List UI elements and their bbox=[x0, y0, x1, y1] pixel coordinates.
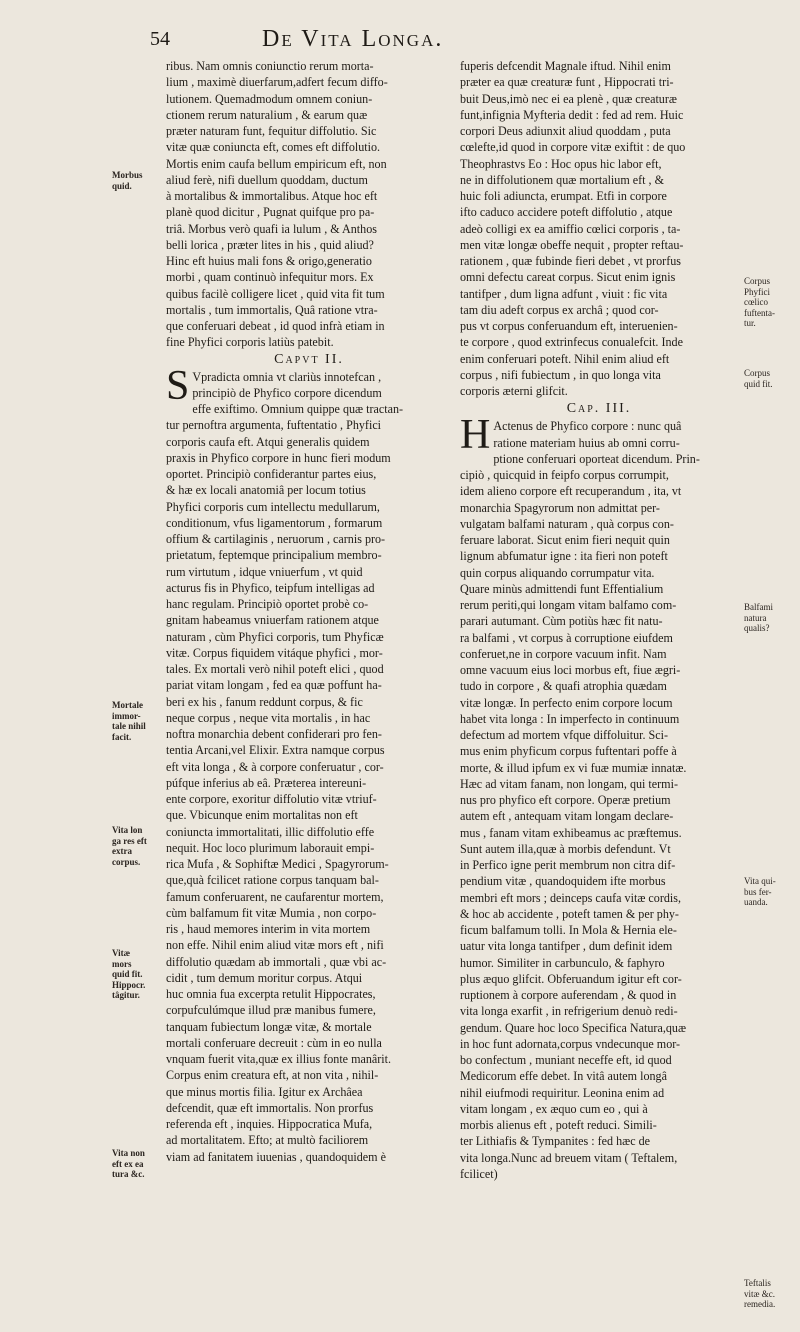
margin-note bbox=[744, 276, 798, 329]
text-line: rica Mufa , & Sophiftæ Medici , Spagyrorum- bbox=[166, 857, 389, 871]
left-paragraph-2 bbox=[166, 362, 452, 1165]
text-line: noftra monarchia debent confiderari pro fen- bbox=[166, 727, 382, 741]
margin-note bbox=[744, 1278, 798, 1310]
text-line: parari autumant. Cùm potiùs hæc fit natu- bbox=[460, 614, 663, 629]
margin-note-line: Vitæ bbox=[112, 948, 131, 958]
margin-note-line: Morbus bbox=[112, 170, 143, 180]
margin-note bbox=[112, 1148, 164, 1180]
running-title: De Vita Longa. bbox=[262, 26, 444, 52]
text-line: te corpore , quod extrinfecus conualefcit. Inde bbox=[460, 335, 683, 350]
text-line: vitam longam , ex æquo cum eo , qui à bbox=[460, 1101, 648, 1116]
margin-note-line: quid. bbox=[112, 180, 132, 191]
text-line: prietatum, feptemque principalium membro- bbox=[166, 548, 382, 563]
margin-note-line: corpus. bbox=[112, 856, 141, 867]
text-line: morte, & illud ipfum ex vi fuæ mumiæ innatæ. bbox=[460, 760, 687, 775]
text-line: vnquam fuerit vita,quæ ex illius fonte manârit. bbox=[166, 1052, 392, 1066]
margin-note bbox=[112, 948, 164, 1001]
text-line: humor. Similiter in carbunculo, & faphyro bbox=[460, 955, 665, 970]
text-line: mus enim phyficum corpus fuftentari poffe à bbox=[460, 744, 677, 759]
text-line: cidit , tum demum moritur corpus. Atqui bbox=[166, 970, 363, 985]
text-line: belli lorica , præter lites in his , quid aliud? bbox=[166, 237, 374, 252]
text-line: mortalis , tum immortalis, Quâ ratione vtra- bbox=[166, 302, 378, 317]
text-line: púfque inferius ab eâ. Præterea intereuni- bbox=[166, 775, 367, 790]
drop-cap-h: H bbox=[460, 412, 491, 459]
text-line: huc omnia fua excerpta retulit Hippocrates, bbox=[166, 987, 376, 1001]
text-line: & hoc ab accidente , poteft tamen & per phy- bbox=[460, 906, 679, 921]
text-line: tudo in corpore , & quafi atrophia quædam bbox=[460, 679, 667, 694]
text-line: ris , haud memores interim in vita mortem bbox=[166, 922, 371, 936]
text-line: ficum balfamum tolli. In Mola & Hernia ele- bbox=[460, 923, 677, 937]
paragraph-body bbox=[460, 451, 738, 1182]
text-line: vitæ longæ. In perfecto enim corpore locum bbox=[460, 695, 673, 710]
margin-note bbox=[112, 170, 164, 191]
paragraph-body bbox=[166, 401, 452, 1165]
text-line: vulgatam balfami naturam , quà corpus con- bbox=[460, 516, 674, 531]
margin-note-line: Teftalis bbox=[744, 1278, 771, 1288]
text-line: que. Vbicunque enim mortalitas non eft bbox=[166, 808, 358, 823]
text-line: Theophrastvs Eo : Hoc opus hic labor eft, bbox=[460, 156, 662, 171]
text-line: corpori Deus adiunxit aliud quoddam , puta bbox=[460, 124, 671, 138]
text-line: lutionem. Quemadmodum omnem coniun- bbox=[166, 91, 373, 106]
margin-note-line: Vita qui- bbox=[744, 876, 776, 886]
margin-note-line: uanda. bbox=[744, 897, 768, 907]
text-line: ente corpore, exoritur diffolutio vitæ vtriuf- bbox=[166, 792, 377, 806]
left-paragraph-1 bbox=[166, 58, 452, 351]
text-line: plus æquo glifcit. Obferuandum igitur eft cor- bbox=[460, 971, 682, 986]
text-line: uatur vita longa tantifper , dum definit idem bbox=[460, 939, 673, 954]
text-line: Medicorum effe debet. In vitâ autem longâ bbox=[460, 1069, 667, 1084]
text-line: corpufculúmque illud præ manibus fumere, bbox=[166, 1003, 376, 1018]
text-line: gendum. Quare hoc loco Specifica Natura,quæ bbox=[460, 1020, 687, 1035]
right-paragraph-2 bbox=[460, 412, 738, 1182]
text-line: men vitæ longæ obeffe nequit , propter reftau- bbox=[460, 237, 684, 252]
text-line: corporis æterni glifcit. bbox=[460, 384, 568, 398]
text-line: omni defectu careat corpus. Sicut enim ignis bbox=[460, 270, 676, 285]
text-line: quin corpus aliquando corrumpatur vita. bbox=[460, 565, 655, 580]
text-line: ra balfami , vt corpus à corruptione eiufdem bbox=[460, 630, 673, 645]
text-line: ifto caduco accidere poteft diffolutio , atque bbox=[460, 205, 673, 220]
margin-note-line: natura bbox=[744, 612, 767, 623]
text-line: rationem , quæ fubinde fieri debet , vt prorfus bbox=[460, 254, 681, 268]
margin-note-line: facit. bbox=[112, 731, 132, 742]
margin-note-line: ga res eft bbox=[112, 835, 147, 846]
text-line: ter Lithiafis & Tympanites : fed hæc de bbox=[460, 1134, 651, 1149]
text-line: vita longa.Nunc ad breuem vitam ( Teftalem, bbox=[460, 1150, 678, 1165]
margin-note-line: extra bbox=[112, 846, 132, 856]
text-line: tam diu adeft corpus ex archâ ; quod cor- bbox=[460, 302, 659, 317]
margin-note-line: fuftenta- bbox=[744, 307, 775, 318]
margin-note-line: Balfami bbox=[744, 602, 773, 612]
right-paragraph-1 bbox=[460, 58, 738, 399]
text-line: corporis caufa eft. Atqui generalis quidem bbox=[166, 434, 370, 449]
text-line: oportet. Principiò confiderantur partes eius, bbox=[166, 467, 377, 481]
text-line: corpus , nifi fubiectum , in quo longa vita bbox=[460, 367, 661, 382]
text-line: tantifper , dum ligna adfunt , viuit : fic vita bbox=[460, 286, 668, 301]
text-line: præter naturam funt, fequitur diffolutio. Sic bbox=[166, 124, 377, 138]
margin-note bbox=[744, 876, 798, 908]
margin-note-line: tura &c. bbox=[112, 1169, 145, 1179]
text-line: rum virtutum , idque vniuerfum , vt quid bbox=[166, 564, 363, 579]
text-line: Actenus de Phyfico corpore : nunc quâ bbox=[493, 419, 682, 434]
text-line: non effe. Nihil enim aliud vitæ mors eft , nifi bbox=[166, 938, 384, 953]
margin-note bbox=[744, 368, 798, 389]
text-line: hanc regulam. Principiò oportet probè co- bbox=[166, 597, 369, 611]
text-line: Hæc ad vitam fanam, non longam, qui termi- bbox=[460, 776, 678, 791]
text-line: conditionum, vfus ligamentorum , formarum bbox=[166, 515, 383, 530]
right-text-column bbox=[460, 58, 738, 1182]
margin-note-line: Mortale bbox=[112, 700, 143, 710]
text-line: defectum ad mortem vfque diffoluitur. Sci- bbox=[460, 728, 669, 742]
left-text-column bbox=[166, 58, 452, 1165]
text-line: cœlefte,id quod in corpore vitæ exiftit : de quo bbox=[460, 140, 686, 155]
text-line: pendium vitæ , quandoquidem ifte morbus bbox=[460, 874, 666, 889]
chapter-heading-2: Capvt II. bbox=[274, 351, 344, 367]
text-line: ribus. Nam omnis coniunctio rerum morta- bbox=[166, 59, 374, 73]
margin-note-line: cœlico bbox=[744, 297, 768, 307]
text-line: buit Deus,imò nec ei ea plenè , quæ creaturæ bbox=[460, 91, 677, 106]
text-line: nequit. Hoc loco plurimum laborauit empi- bbox=[166, 840, 375, 855]
margin-note-line: tâgitur. bbox=[112, 990, 140, 1000]
text-line: diffolutio quædam ab immortali , quæ vbi ac- bbox=[166, 954, 387, 969]
margin-note bbox=[112, 825, 164, 867]
text-line: fuperis defcendit Magnale iftud. Nihil enim bbox=[460, 59, 671, 73]
text-line: ratione materiam huius ab omni corru- bbox=[493, 435, 680, 450]
text-line: omne vacuum eius loci morbus eft, fiue ægri- bbox=[460, 663, 681, 677]
text-line: adeò colligi ex ea amiffio cœlici corporis , ta- bbox=[460, 221, 681, 236]
text-line: in hoc funt adornata,corpus vndecunque mor- bbox=[460, 1036, 681, 1051]
text-line: & hæ ex locali anatomiâ per locum totius bbox=[166, 483, 366, 498]
text-line: coniuncta immortalitati, illic diffolutio effe bbox=[166, 824, 375, 839]
margin-note-line: Phyfici bbox=[744, 286, 770, 297]
margin-note-line: Hippocr. bbox=[112, 979, 146, 990]
margin-note-line: tale nihil bbox=[112, 721, 146, 731]
text-line: feruare laborat. Sicut enim fieri nequit quin bbox=[460, 533, 670, 547]
text-line: planè quod dicitur , Pugnat quifque pro pa- bbox=[166, 205, 375, 220]
margin-note-line: bus fer- bbox=[744, 886, 772, 897]
page-header bbox=[0, 26, 800, 56]
text-line: membri eft mors ; deinceps caufa vitæ cordis, bbox=[460, 890, 681, 905]
text-line: ad mortalitatem. Efto; at multò faciliorem bbox=[166, 1133, 369, 1148]
text-line: Mortis enim caufa bellum empiricum eft, non bbox=[166, 156, 387, 171]
text-line: Corpus enim creatura eft, at non vita , nihil- bbox=[166, 1068, 379, 1083]
margin-note-line: immor- bbox=[112, 710, 141, 721]
text-line: praxis in Phyfico corpore in hunc fieri modum bbox=[166, 450, 391, 465]
text-line: rerum periti,qui longam vitam balfamo com- bbox=[460, 598, 677, 612]
text-line: Hinc eft huius mali fons & origo,generatio bbox=[166, 254, 372, 268]
margin-note-line: quid fit. bbox=[112, 969, 143, 979]
margin-note-line: remedia. bbox=[744, 1299, 776, 1309]
text-line: ptione conferuari oporteat dicendum. Prin- bbox=[493, 451, 700, 466]
text-line: autem eft , antequam vitam longam declare- bbox=[460, 809, 674, 824]
text-line: gnitam habeamus vniuerfam rationem atque bbox=[166, 613, 379, 628]
text-line: lignum abfumatur igne : ita fieri non poteft bbox=[460, 549, 668, 564]
text-line: referenda eft , inquies. Hippocratica Mufa, bbox=[166, 1117, 373, 1131]
margin-note-line: Corpus bbox=[744, 368, 771, 378]
text-line: ne in diffolutionem quæ mortalium eft , & bbox=[460, 172, 664, 187]
text-line: vita longa exarfit , in refrigerium denuò redi- bbox=[460, 1004, 678, 1019]
text-line: Quare minùs admittendi funt Effentialium bbox=[460, 581, 664, 596]
text-line: viam ad fanitatem iuuenias , quandoquidem è bbox=[166, 1149, 386, 1164]
text-line: Phyfici corporis cum intellectu medullarum, bbox=[166, 499, 380, 514]
text-line: nus pro phyfico eft corpore. Operæ pretium bbox=[460, 793, 671, 807]
text-line: fine Phyfici corporis latiùs patebit. bbox=[166, 335, 334, 350]
drop-cap-s: S bbox=[166, 362, 190, 409]
text-line: enim conferuari poteft. Nihil enim aliud eft bbox=[460, 351, 670, 366]
text-line: tales. Ex mortali verò nihil poteft elici , quod bbox=[166, 662, 384, 676]
text-line: tur pernoftra argumenta, fuftentatio , Phyfici bbox=[166, 418, 382, 433]
text-line: que minus mortis filia. Igitur ex Archâea bbox=[166, 1084, 363, 1099]
text-line: offium & cartilaginis , neruorum , carnis pro- bbox=[166, 532, 386, 546]
margin-note-line: Vita lon bbox=[112, 825, 143, 835]
text-line: Vpradicta omnia vt clariùs innotefcan , bbox=[192, 369, 382, 384]
margin-note-line: Vita non bbox=[112, 1148, 145, 1158]
text-line: aliud ferè, nifi duellum quoddam, ductum bbox=[166, 172, 368, 187]
text-line: que,quà fcilicet ratione corpus tanquam bal- bbox=[166, 873, 379, 888]
text-line: tanquam fubiectum longæ vitæ, & mortale bbox=[166, 1019, 372, 1034]
text-line: à mortalibus & immortalibus. Atque hoc eft bbox=[166, 189, 378, 203]
page-number: 54 bbox=[150, 28, 170, 50]
text-line: lium , maximè diuerfarum,adfert fecum diffo- bbox=[166, 75, 388, 90]
text-line: vitæ quæ coniuncta eft, comes eft diffolutio. bbox=[166, 140, 381, 155]
text-line: famum conferuarent, ne caufarentur mortem, bbox=[166, 889, 384, 904]
text-line: Sunt autem illa,quæ à morbis defendunt. Vt bbox=[460, 841, 671, 856]
text-line: acturus fis in Phyfico, teipfum intelligas ad bbox=[166, 580, 375, 595]
text-line: effe exiftimo. Omnium quippe quæ tractan- bbox=[192, 402, 404, 416]
text-line: præter ea quæ creaturæ funt , Hippocrati tri- bbox=[460, 75, 674, 90]
text-line: mortali conferuare decreuit : cùm in eo nulla bbox=[166, 1035, 382, 1050]
text-line: principiò de Phyfico corpore dicendum bbox=[192, 385, 382, 400]
text-line: quibus facilè colligere licet , quid vita fit tum bbox=[166, 286, 385, 301]
text-line: monarchia Spagyrorum non admittat per- bbox=[460, 500, 660, 515]
text-line: ruptionem à corpore auferendam , & quod in bbox=[460, 988, 677, 1002]
margin-note bbox=[112, 700, 164, 742]
margin-note-line: vitæ &c. bbox=[744, 1288, 775, 1299]
margin-note-line: quid fit. bbox=[744, 378, 773, 389]
text-line: funt,infignia Myfteria dedit : fed ad rem. Huic bbox=[460, 107, 684, 122]
text-line: morbi , quam continuò infequitur mors. Ex bbox=[166, 270, 374, 285]
text-line: fcilicet) bbox=[460, 1166, 498, 1181]
text-line: eft vita longa , & à corpore conferuatur , cor- bbox=[166, 759, 384, 774]
text-line: vitæ. Corpus fiquidem vitáque phyfici , mor- bbox=[166, 645, 383, 660]
text-line: neque corpus , neque vita mortalis , in hac bbox=[166, 710, 371, 725]
text-line: huic foli adiuncta, erumpat. Etfi in corpore bbox=[460, 189, 667, 203]
text-line: morbis alienus eft , poteft reduci. Simili- bbox=[460, 1118, 657, 1132]
text-line: habet vita longa : In imperfecto in continuum bbox=[460, 711, 680, 726]
text-line: que conferuari debeat , id quod infrà etiam in bbox=[166, 319, 385, 333]
margin-note bbox=[744, 602, 798, 634]
text-line: defcendit, quæ eft immortalis. Non prorfus bbox=[166, 1100, 374, 1115]
text-line: nihil eiufmodi requiritur. Leonina enim ad bbox=[460, 1085, 665, 1100]
text-line: naturam , cùm Phyfici corporis, tum Phyficæ bbox=[166, 629, 384, 644]
text-line: conferuet,ne in corpore vacuum infit. Nam bbox=[460, 646, 667, 661]
chapter-heading-3: Cap. III. bbox=[566, 401, 632, 417]
text-line: pus vt corpus conferuandum eft, interuenien- bbox=[460, 319, 678, 333]
margin-note-line: Corpus bbox=[744, 276, 771, 286]
margin-note-line: eft ex ea bbox=[112, 1158, 144, 1169]
text-line: cùm balfamum fit vitæ Mumia , non corpo- bbox=[166, 905, 377, 920]
margin-note-line: qualis? bbox=[744, 623, 770, 633]
text-line: mus , fanam vitam exhibeamus ac præftemus. bbox=[460, 825, 682, 840]
text-line: beri ex his , fanum reddunt corpus, & fic bbox=[166, 694, 363, 709]
text-line: pariat vitam longam , fed ea quæ poffunt ha- bbox=[166, 678, 382, 693]
text-line: triâ. Morbus verò quafi ia lulum , & Anthos bbox=[166, 221, 377, 236]
text-line: tentia Arcani,vel Elixir. Extra namque corpus bbox=[166, 743, 385, 758]
margin-note-line: tur. bbox=[744, 318, 756, 328]
text-line: cipiò , quicquid in feipfo corpus corrumpit, bbox=[460, 468, 669, 482]
text-line: in Perfico igne perit membrum non citra dif- bbox=[460, 858, 676, 872]
text-line: idem alieno corpore eft recuperandum , ita, vt bbox=[460, 484, 682, 499]
margin-note-line: mors bbox=[112, 958, 132, 969]
text-line: ctionem rerum naturalium , & earum quæ bbox=[166, 107, 368, 122]
text-line: bo confectum , muniant neceffe eft, id quod bbox=[460, 1053, 672, 1067]
